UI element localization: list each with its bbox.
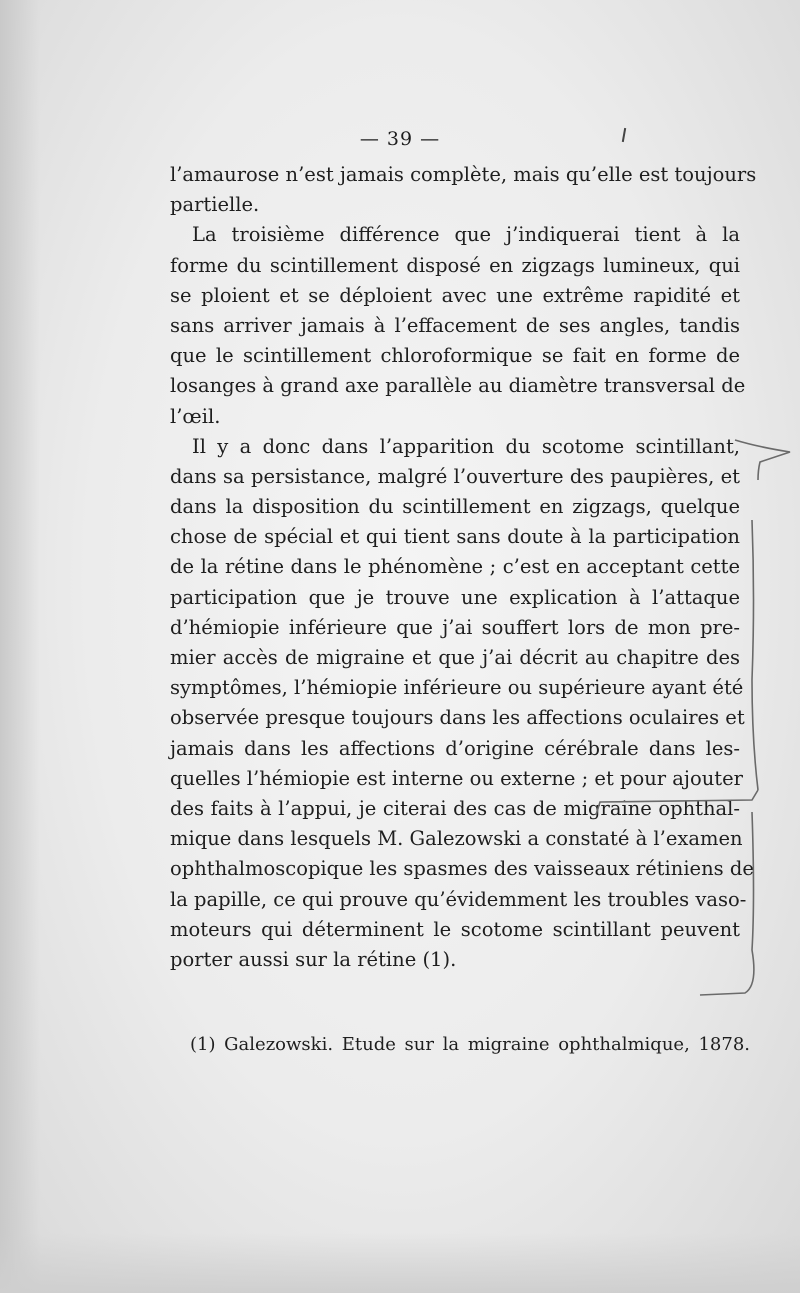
text-line: symptômes, l’hémiopie inférieure ou supérieure ayant été [170,676,744,700]
text-line: de la rétine dans le phénomène ; c’est en acceptant cette [170,555,740,579]
text-line: porter aussi sur la rétine (1). [170,947,457,971]
text-line: jamais dans les affections d’origine cérébrale dans les- [170,736,740,760]
page-number: — 39 — [359,128,441,150]
text-line: dans la disposition du scintillement en zigzags, quelque [170,495,740,519]
text-line: chose de spécial et qui tient sans doute à la participation [170,525,740,549]
text-line: La troisième différence que j’indiquerai tient à la [192,223,740,247]
text-line: sans arriver jamais à l’effacement de ses angles, tandis [170,313,740,337]
text-line: que le scintillement chloroformique se fait en forme de [170,344,740,368]
text-line: l’œil. [170,404,221,428]
text-line: mier accès de migraine et que j’ai décrit au chapitre des [170,646,740,669]
text-line: la papille, ce qui prouve qu’évidemment les troubles vaso- [170,887,747,911]
text-line: observée presque toujours dans les affections oculaires et [170,706,745,730]
text-line: l’amaurose n’est jamais complète, mais qu’elle est toujours [170,163,757,186]
text-line: losanges à grand axe parallèle au diamètre transversal de [170,374,746,398]
footnote: (1) Galezowski. Etude sur la migraine ophthalmique, 1878. [190,1034,750,1055]
text-line: partielle. [170,193,260,217]
text-line: se ploient et se déploient avec une extrême rapidité et [170,283,740,307]
page-shadow-left [0,0,40,1293]
text-line: des faits à l’appui, je citerai des cas de migraine ophthal- [170,796,740,820]
text-line: Il y a donc dans l’apparition du scotome scintillant, [192,434,740,458]
text-line: d’hémiopie inférieure que j’ai souffert lors de mon pre- [170,615,740,639]
page-shadow-bottom [0,1233,800,1293]
text-line: ophthalmoscopique les spasmes des vaisseaux rétiniens de [170,857,754,881]
text-line: mique dans lesquels M. Galezowski a constaté à l’examen [170,827,743,851]
text-line: participation que je trouve une explication à l’attaque [170,585,740,609]
text-line: forme du scintillement disposé en zigzags lumineux, qui [170,253,740,277]
text-line: dans sa persistance, malgré l’ouverture des paupières, et [170,464,740,488]
text-line: quelles l’hémiopie est interne ou externe ; et pour ajouter [170,766,743,790]
body-text [170,160,757,975]
text-line: moteurs qui déterminent le scotome scintillant peuvent [170,917,740,941]
